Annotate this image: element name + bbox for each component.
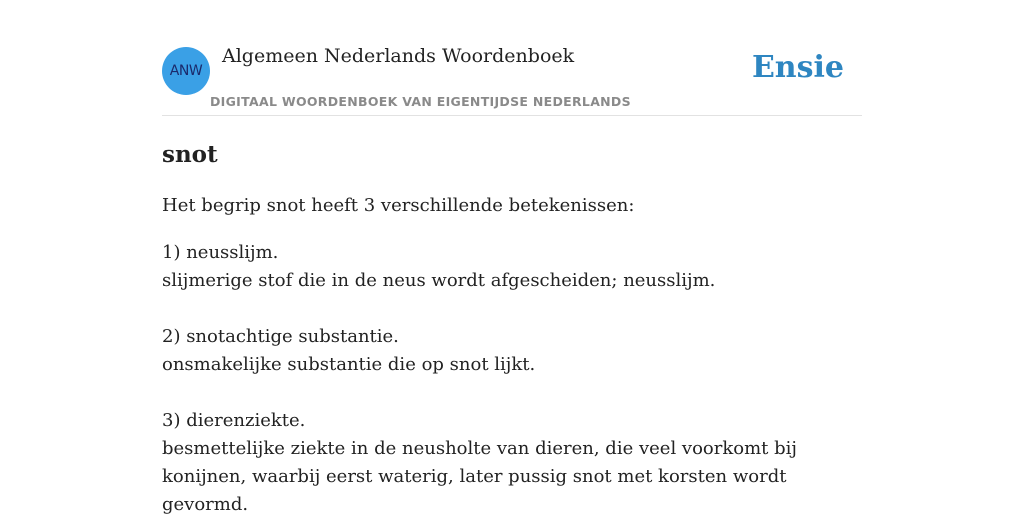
meaning-item xyxy=(162,239,862,295)
entry-content xyxy=(162,138,862,519)
meaning-title: 1) neusslijm. xyxy=(162,242,279,263)
site-subtitle: DIGITAAL WOORDENBOEK VAN EIGENTIJDSE NEDERLANDS xyxy=(210,94,631,109)
anw-logo[interactable]: ANW xyxy=(162,47,210,95)
meaning-title: 3) dierenziekte. xyxy=(162,410,306,431)
site-header xyxy=(162,0,862,116)
meanings-list xyxy=(162,239,862,519)
entry-intro: Het begrip snot heeft 3 verschillende betekenissen: xyxy=(162,195,635,216)
meaning-title: 2) snotachtige substantie. xyxy=(162,326,399,347)
meaning-definition: slijmerige stof die in de neus wordt afgescheiden; neusslijm. xyxy=(162,270,716,291)
entry-headword: snot xyxy=(162,141,218,168)
ensie-brand-link[interactable]: Ensie xyxy=(751,50,844,85)
meaning-definition: besmettelijke ziekte in de neusholte van dieren, die veel voorkomt bij konijnen, waarbij eerst waterig, later pussig snot met korsten wordt gevormd. xyxy=(162,438,797,515)
site-title[interactable]: Algemeen Nederlands Woordenboek xyxy=(222,45,575,67)
meaning-item xyxy=(162,323,862,379)
meaning-definition: onsmakelijke substantie die op snot lijkt. xyxy=(162,354,536,375)
meaning-item xyxy=(162,407,862,519)
